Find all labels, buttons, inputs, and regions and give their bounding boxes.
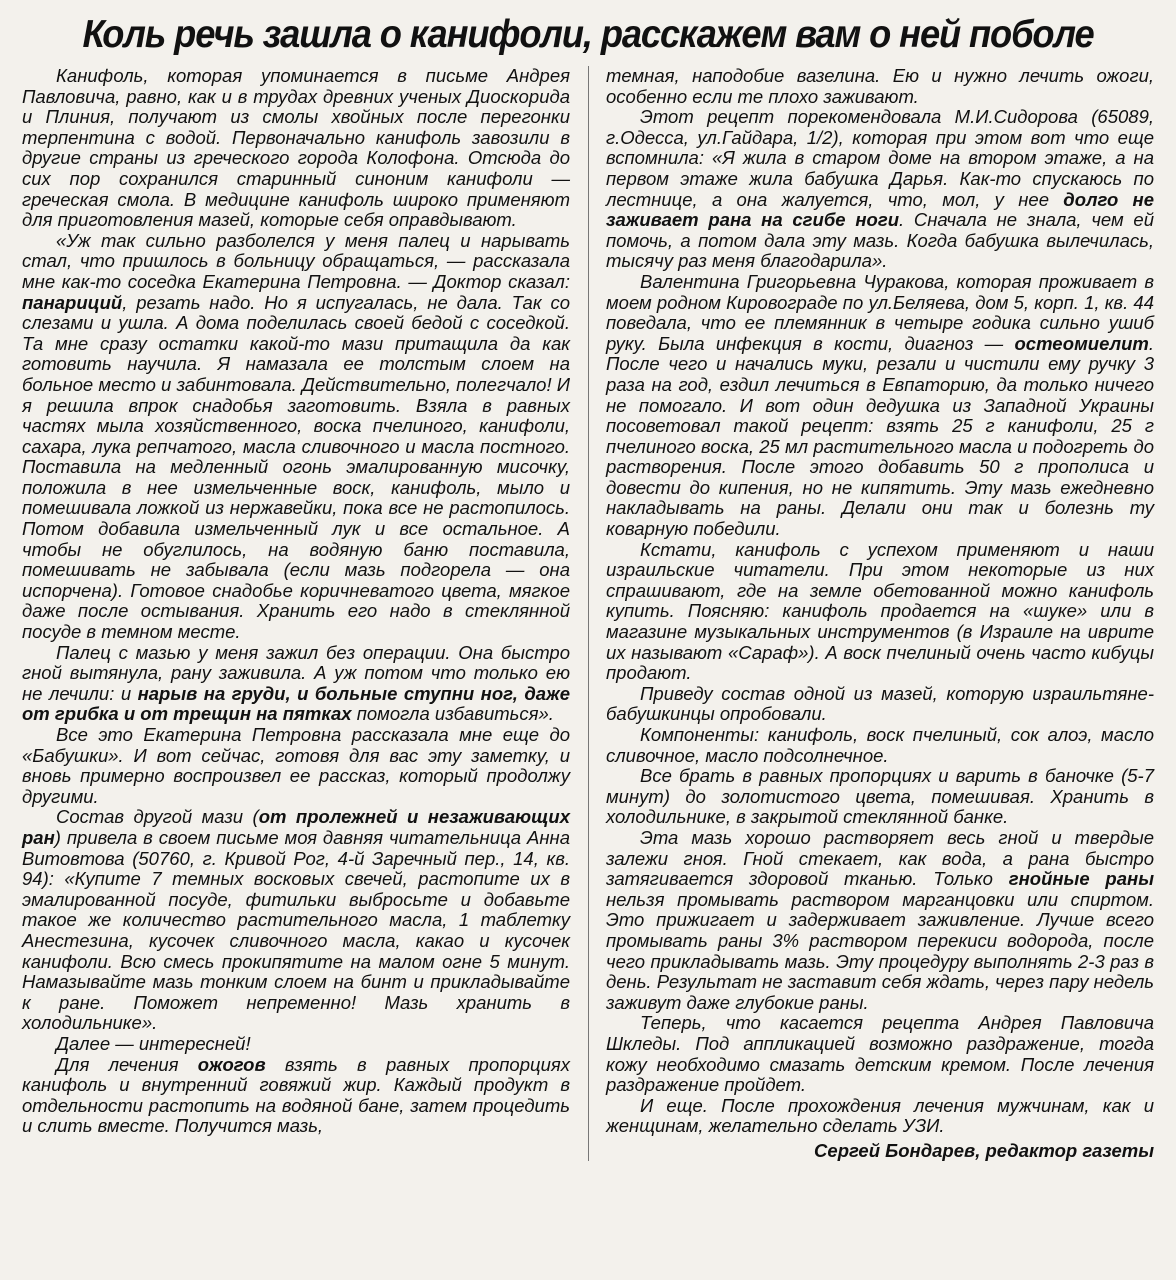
text-run: Состав другой мази ( bbox=[56, 806, 259, 828]
text-run: взять в равных пропорциях канифоль и внутренний говяжий жир. Каждый продукт в отдельности растопить на водяной бане, затем процедить и слить вместе. Получится мазь, bbox=[22, 1053, 570, 1137]
text-run: . Сначала не знала, чем ей помочь, а потом дала эту мазь. Когда бабушка вылечилась, тысячу раз меня благодарила». bbox=[606, 209, 1154, 272]
bold-text: долго не заживает рана на сгибе ноги bbox=[606, 188, 1155, 231]
bold-text: ожогов bbox=[197, 1053, 266, 1075]
text-run: Этот рецепт порекомендовала М.И.Сидорова (65089, г.Одесса, ул.Гайдара, 1/2), которая при этом вот что еще вспомнила: «Я жила в старом доме на втором этаже, а на первом этаже жила бабушка Дарья. Как-то спускаюсь по лестнице, а она жалуется, что, мол, у нее bbox=[606, 106, 1154, 210]
paragraph: Далее — интересней! bbox=[56, 1032, 251, 1054]
article-title: Коль речь зашла о канифоли, расскажем вам о ней поболе bbox=[82, 13, 1094, 56]
paragraph: Компоненты: канифоль, воск пчелиный, сок алоэ, масло сливочное, масло подсолнечное. bbox=[606, 724, 1154, 766]
paragraph: Все это Екатерина Петровна рассказала мне еще до «Бабушки». И вот сейчас, готовя для вас эту заметку, и вновь примерно воспроизвел ее рассказ, который продолжу другими. bbox=[22, 724, 570, 807]
paragraph bbox=[606, 272, 1154, 540]
text-run: , резать надо. Но я испугалась, не дала. Так со слезами и ушла. А дома поделилась своей бедой с соседкой. Та мне сразу остатки какой-то мази притащила да как готовить научила. Я намазала ее толстым слоем на больное место и забинтовала. Действительно, полегчало! И я решила впрок снадобья заготовить. Взяла в равных частях мыла хозяйственного, воска пчелиного, канифоли, сахара, лука репчатого, масла сливочного и масла постного. Поставила на медленный огонь эмалированную мисочку, положила в нее измельченные воск, канифоль, мыло и помешивала ложкой из нержавейки, пока все не растопилось. Потом добавила измельченный лук и все остальное. А чтобы не обуглилось, на водяную баню поставила, помешивать не забывала (если мазь подгорела — она испорчена). Готовое снадобье коричневатого цвета, мягкое даже после остывания. Хранить его надо в стеклянной посуде в темном месте. bbox=[22, 291, 570, 643]
text-run: «Уж так сильно разболелся у меня палец и нарывать стал, что пришлось в больницу обращаться, — рассказала мне как-то соседка Екатерина Петровна. — Доктор сказал: bbox=[22, 229, 570, 292]
paragraph: И еще. После прохождения лечения мужчинам, как и женщинам, желательно сделать УЗИ. bbox=[606, 1094, 1154, 1137]
bold-text: гнойные раны bbox=[1008, 868, 1154, 890]
bold-text: нарыв на груди, и больные ступни ног, даже от грибка и от трещин на пятках bbox=[22, 682, 570, 725]
bold-text: остеомиелит bbox=[1014, 332, 1149, 354]
paragraph bbox=[22, 643, 570, 725]
paragraph: Все брать в равных пропорциях и варить в баночке (5-7 минут) до золотистого цвета, помешивая. Хранить в холодильнике, в закрытой стеклянной банке. bbox=[606, 765, 1154, 828]
paragraph bbox=[22, 231, 570, 643]
text-run: Для лечения bbox=[56, 1053, 198, 1075]
right-column bbox=[606, 66, 1154, 1161]
paragraph: Приведу состав одной из мазей, которую израильтяне-бабушкинцы опробовали. bbox=[606, 682, 1154, 725]
column-divider bbox=[588, 66, 589, 1161]
paragraph bbox=[606, 828, 1154, 1013]
paragraph bbox=[22, 807, 570, 1034]
bold-text: панариций bbox=[22, 291, 123, 313]
text-run: Эта мазь хорошо растворяет весь гной и твердые залежи гноя. Гной стекает, как вода, а рана быстро затягивается здоровой тканью. Только bbox=[606, 826, 1154, 890]
paragraph: темная, наподобие вазелина. Ею и нужно лечить ожоги, особенно если те плохо заживают. bbox=[606, 65, 1154, 107]
text-run: нельзя промывать раствором марганцовки или спиртом. Это прижигает и задерживает заживление. Лучше всего промывать раны 3% раствором перекиси водорода, после чего прикладывать мазь. Эту процедуру выполнять 2-3 раз в день. Результат не заставит себя ждать, через пару недель заживут даже глубокие раны. bbox=[606, 888, 1154, 1013]
text-run: помогла избавиться». bbox=[351, 703, 554, 725]
bold-text: от пролежней и незаживающих ран bbox=[22, 806, 570, 848]
text-run: . После чего и начались муки, резали и чистили ему ручку 3 раза на год, ездил лечиться в Евпаторию, да только ничего не помогало. И вот один дедушка из Западной Украины посоветовал такой рецепт: взять 25 г канифоли, 25 г пчелиного воска, 25 мл растительного масла и подогреть до растворения. После этого добавить 50 г прополиса и довести до кипения, но не кипятить. Эту мазь ежедневно накладывать на раны. Делали они так и болезнь ту коварную победили. bbox=[606, 332, 1154, 540]
paragraph: Теперь, что касается рецепта Андрея Павловича Шкледы. Под аппликацией возможно раздражение, тогда кожу необходимо смазать детским кремом. После лечения раздражение пройдет. bbox=[606, 1012, 1154, 1096]
text-run: Валентина Григорьевна Чуракова, которая проживает в моем родном Кировограде по ул.Беляева, дом 5, корп. 1, кв. 44 поведала, что ее племянник в четыре годика сильно ушиб руку. Была инфекция в кости, диагноз — bbox=[606, 270, 1154, 354]
paragraph: Канифоль, которая упоминается в письме Андрея Павловича, равно, как и в трудах древних ученых Диоскорида и Плиния, получают из смолы хвойных после перегонки терпентина с водой. Первоначально канифоль завозили в другие страны из греческого города Колофона. Отсюда до сих пор сохранился старинный синоним канифоли — греческая смола. В медицине канифоль широко применяют для приготовления мазей, которые себя оправдывают. bbox=[22, 65, 570, 231]
text-run: ) привела в своем письме моя давняя читательница Анна Витовтова (50760, г. Кривой Рог, 4-й Заречный пер., 14, кв. 94): «Купите 7 темных восковых свечей, растопите их в эмалированной посуде, фитильки выбросьте и добавьте такое же количество растительного масла, 1 таблетку Анестезина, кусочек сливочного масла, какао и кусочек канифоли. Всю смесь прокипятите на малом огне 5 минут. Намазывайте мазь тонким слоем на бинт и прикладывайте к ране. Поможет непременно! Мазь хранить в холодильнике». bbox=[22, 826, 570, 1034]
paragraph bbox=[606, 107, 1154, 272]
article-columns bbox=[22, 66, 1154, 1161]
text-run: Палец с мазью у меня зажил без операции. Она быстро гной вытянула, рану заживила. А уж потом что только ею не лечили: и bbox=[22, 641, 570, 704]
left-column bbox=[22, 66, 570, 1161]
paragraph: Кстати, канифоль с успехом применяют и наши израильские читатели. При этом некоторые из них спрашивают, где на земле обетованной можно канифоль купить. Поясняю: канифоль продается на «шуке» или в магазине музыкальных инструментов (в Израиле на иврите их называют «Сараф»). А воск пчелиный очень часто кибуцы продают. bbox=[606, 538, 1154, 684]
author-signature: Сергей Бондарев, редактор газеты bbox=[814, 1139, 1154, 1161]
paragraph bbox=[22, 1055, 570, 1137]
